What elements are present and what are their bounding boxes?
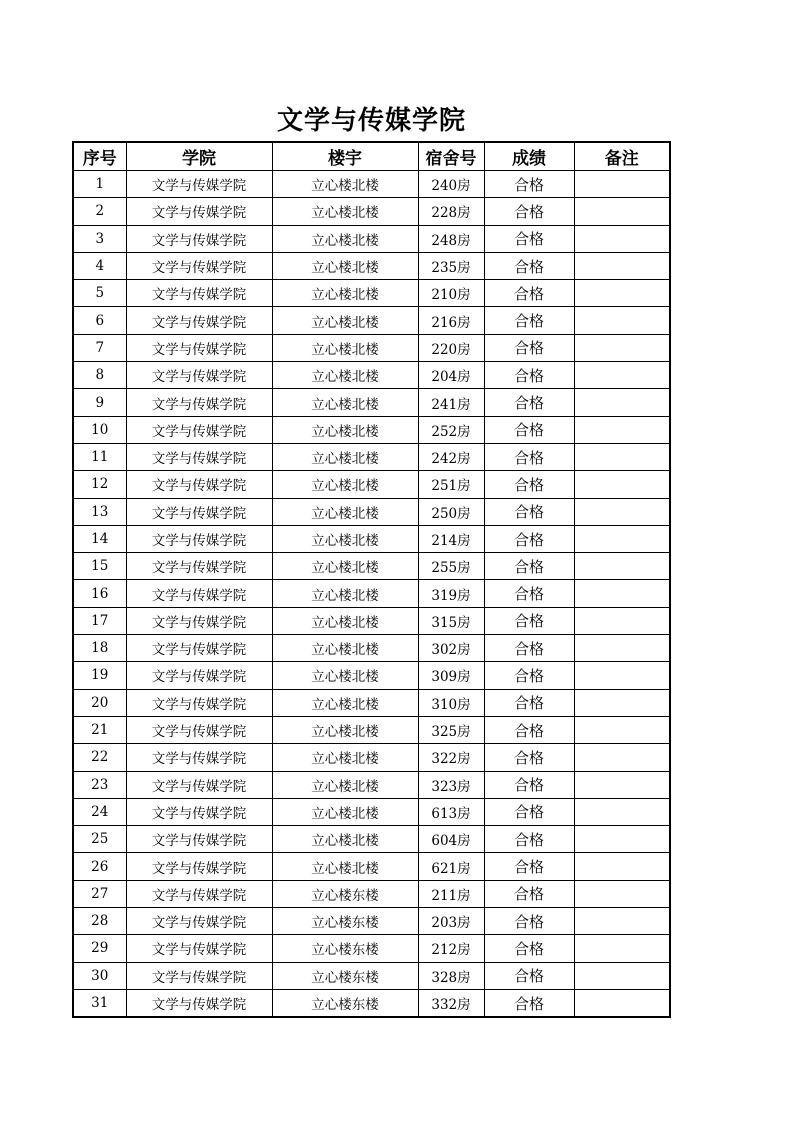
cell-room: 322房 xyxy=(418,744,484,771)
cell-room: 328房 xyxy=(418,962,484,989)
cell-college: 文学与传媒学院 xyxy=(126,198,272,225)
cell-college: 文学与传媒学院 xyxy=(126,607,272,634)
cell-grade: 合格 xyxy=(484,635,574,662)
cell-college: 文学与传媒学院 xyxy=(126,880,272,907)
cell-college: 文学与传媒学院 xyxy=(126,553,272,580)
cell-note xyxy=(574,798,670,825)
cell-no: 14 xyxy=(73,525,126,552)
cell-no: 13 xyxy=(73,498,126,525)
cell-grade: 合格 xyxy=(484,307,574,334)
cell-note xyxy=(574,443,670,470)
cell-room: 242房 xyxy=(418,443,484,470)
cell-grade: 合格 xyxy=(484,989,574,1017)
cell-room: 319房 xyxy=(418,580,484,607)
cell-building: 立心楼北楼 xyxy=(272,744,418,771)
cell-room: 203房 xyxy=(418,908,484,935)
table-row xyxy=(73,798,670,825)
cell-note xyxy=(574,989,670,1017)
cell-grade: 合格 xyxy=(484,389,574,416)
cell-college: 文学与传媒学院 xyxy=(126,252,272,279)
cell-no: 20 xyxy=(73,689,126,716)
cell-grade: 合格 xyxy=(484,225,574,252)
cell-no: 7 xyxy=(73,334,126,361)
cell-building: 立心楼北楼 xyxy=(272,389,418,416)
cell-note xyxy=(574,553,670,580)
cell-no: 11 xyxy=(73,443,126,470)
header-building: 楼宇 xyxy=(272,142,418,171)
cell-college: 文学与传媒学院 xyxy=(126,962,272,989)
cell-no: 17 xyxy=(73,607,126,634)
cell-grade: 合格 xyxy=(484,689,574,716)
table-row xyxy=(73,362,670,389)
table-body xyxy=(73,171,670,1018)
cell-building: 立心楼北楼 xyxy=(272,580,418,607)
cell-note xyxy=(574,416,670,443)
table-row xyxy=(73,443,670,470)
cell-grade: 合格 xyxy=(484,744,574,771)
table-row xyxy=(73,580,670,607)
cell-building: 立心楼北楼 xyxy=(272,798,418,825)
cell-grade: 合格 xyxy=(484,962,574,989)
dormitory-table xyxy=(72,141,671,1018)
cell-grade: 合格 xyxy=(484,334,574,361)
cell-note xyxy=(574,607,670,634)
cell-building: 立心楼北楼 xyxy=(272,498,418,525)
cell-no: 9 xyxy=(73,389,126,416)
header-no: 序号 xyxy=(73,142,126,171)
cell-grade: 合格 xyxy=(484,362,574,389)
cell-grade: 合格 xyxy=(484,716,574,743)
cell-note xyxy=(574,225,670,252)
cell-note xyxy=(574,252,670,279)
header-grade: 成绩 xyxy=(484,142,574,171)
table-row xyxy=(73,525,670,552)
cell-building: 立心楼东楼 xyxy=(272,989,418,1017)
cell-room: 332房 xyxy=(418,989,484,1017)
cell-grade: 合格 xyxy=(484,580,574,607)
cell-building: 立心楼北楼 xyxy=(272,471,418,498)
table-row xyxy=(73,280,670,307)
cell-room: 204房 xyxy=(418,362,484,389)
table-row xyxy=(73,826,670,853)
cell-room: 248房 xyxy=(418,225,484,252)
cell-no: 16 xyxy=(73,580,126,607)
cell-note xyxy=(574,716,670,743)
cell-college: 文学与传媒学院 xyxy=(126,498,272,525)
cell-room: 210房 xyxy=(418,280,484,307)
cell-grade: 合格 xyxy=(484,771,574,798)
table-row xyxy=(73,307,670,334)
table-row xyxy=(73,198,670,225)
cell-room: 315房 xyxy=(418,607,484,634)
cell-college: 文学与传媒学院 xyxy=(126,908,272,935)
table-row xyxy=(73,853,670,880)
cell-note xyxy=(574,771,670,798)
cell-building: 立心楼北楼 xyxy=(272,307,418,334)
cell-room: 252房 xyxy=(418,416,484,443)
table-row xyxy=(73,498,670,525)
cell-room: 228房 xyxy=(418,198,484,225)
cell-college: 文学与传媒学院 xyxy=(126,334,272,361)
cell-no: 21 xyxy=(73,716,126,743)
cell-college: 文学与传媒学院 xyxy=(126,935,272,962)
cell-note xyxy=(574,362,670,389)
table-row xyxy=(73,635,670,662)
cell-room: 240房 xyxy=(418,171,484,198)
cell-note xyxy=(574,280,670,307)
cell-note xyxy=(574,198,670,225)
cell-grade: 合格 xyxy=(484,471,574,498)
cell-room: 309房 xyxy=(418,662,484,689)
table-row xyxy=(73,252,670,279)
cell-note xyxy=(574,580,670,607)
cell-note xyxy=(574,826,670,853)
table-row xyxy=(73,471,670,498)
cell-no: 3 xyxy=(73,225,126,252)
table-row xyxy=(73,744,670,771)
cell-building: 立心楼北楼 xyxy=(272,689,418,716)
cell-note xyxy=(574,389,670,416)
cell-building: 立心楼北楼 xyxy=(272,171,418,198)
cell-college: 文学与传媒学院 xyxy=(126,853,272,880)
cell-room: 302房 xyxy=(418,635,484,662)
cell-no: 5 xyxy=(73,280,126,307)
cell-no: 27 xyxy=(73,880,126,907)
cell-grade: 合格 xyxy=(484,553,574,580)
table-row xyxy=(73,171,670,198)
cell-note xyxy=(574,471,670,498)
cell-no: 22 xyxy=(73,744,126,771)
table-row xyxy=(73,962,670,989)
cell-building: 立心楼北楼 xyxy=(272,716,418,743)
cell-college: 文学与传媒学院 xyxy=(126,744,272,771)
cell-no: 6 xyxy=(73,307,126,334)
cell-note xyxy=(574,525,670,552)
cell-grade: 合格 xyxy=(484,880,574,907)
cell-grade: 合格 xyxy=(484,826,574,853)
cell-grade: 合格 xyxy=(484,798,574,825)
cell-college: 文学与传媒学院 xyxy=(126,716,272,743)
cell-room: 235房 xyxy=(418,252,484,279)
cell-grade: 合格 xyxy=(484,252,574,279)
cell-room: 604房 xyxy=(418,826,484,853)
cell-building: 立心楼北楼 xyxy=(272,198,418,225)
cell-building: 立心楼北楼 xyxy=(272,416,418,443)
cell-room: 613房 xyxy=(418,798,484,825)
cell-building: 立心楼东楼 xyxy=(272,880,418,907)
cell-room: 211房 xyxy=(418,880,484,907)
cell-college: 文学与传媒学院 xyxy=(126,826,272,853)
cell-grade: 合格 xyxy=(484,607,574,634)
header-college: 学院 xyxy=(126,142,272,171)
cell-no: 12 xyxy=(73,471,126,498)
header-room: 宿舍号 xyxy=(418,142,484,171)
cell-building: 立心楼北楼 xyxy=(272,853,418,880)
header-note: 备注 xyxy=(574,142,670,171)
cell-college: 文学与传媒学院 xyxy=(126,525,272,552)
cell-note xyxy=(574,962,670,989)
cell-no: 25 xyxy=(73,826,126,853)
cell-no: 8 xyxy=(73,362,126,389)
cell-college: 文学与传媒学院 xyxy=(126,662,272,689)
cell-no: 23 xyxy=(73,771,126,798)
cell-note xyxy=(574,689,670,716)
cell-no: 18 xyxy=(73,635,126,662)
cell-grade: 合格 xyxy=(484,280,574,307)
cell-building: 立心楼东楼 xyxy=(272,908,418,935)
cell-college: 文学与传媒学院 xyxy=(126,280,272,307)
cell-building: 立心楼北楼 xyxy=(272,662,418,689)
cell-college: 文学与传媒学院 xyxy=(126,471,272,498)
cell-college: 文学与传媒学院 xyxy=(126,798,272,825)
cell-note xyxy=(574,307,670,334)
table-row xyxy=(73,908,670,935)
cell-no: 26 xyxy=(73,853,126,880)
cell-note xyxy=(574,635,670,662)
cell-building: 立心楼北楼 xyxy=(272,225,418,252)
cell-room: 310房 xyxy=(418,689,484,716)
cell-college: 文学与传媒学院 xyxy=(126,635,272,662)
cell-college: 文学与传媒学院 xyxy=(126,362,272,389)
cell-college: 文学与传媒学院 xyxy=(126,171,272,198)
cell-college: 文学与传媒学院 xyxy=(126,225,272,252)
cell-no: 19 xyxy=(73,662,126,689)
cell-no: 31 xyxy=(73,989,126,1017)
cell-building: 立心楼北楼 xyxy=(272,362,418,389)
cell-no: 28 xyxy=(73,908,126,935)
cell-grade: 合格 xyxy=(484,498,574,525)
cell-college: 文学与传媒学院 xyxy=(126,689,272,716)
table-row xyxy=(73,416,670,443)
cell-no: 2 xyxy=(73,198,126,225)
cell-room: 241房 xyxy=(418,389,484,416)
cell-grade: 合格 xyxy=(484,853,574,880)
cell-no: 30 xyxy=(73,962,126,989)
cell-building: 立心楼北楼 xyxy=(272,525,418,552)
cell-note xyxy=(574,662,670,689)
cell-grade: 合格 xyxy=(484,908,574,935)
cell-room: 214房 xyxy=(418,525,484,552)
cell-building: 立心楼北楼 xyxy=(272,771,418,798)
cell-room: 216房 xyxy=(418,307,484,334)
cell-no: 15 xyxy=(73,553,126,580)
cell-grade: 合格 xyxy=(484,171,574,198)
cell-room: 255房 xyxy=(418,553,484,580)
cell-grade: 合格 xyxy=(484,443,574,470)
cell-college: 文学与传媒学院 xyxy=(126,771,272,798)
table-row xyxy=(73,225,670,252)
cell-note xyxy=(574,935,670,962)
cell-room: 251房 xyxy=(418,471,484,498)
cell-no: 29 xyxy=(73,935,126,962)
cell-grade: 合格 xyxy=(484,198,574,225)
cell-building: 立心楼北楼 xyxy=(272,252,418,279)
cell-building: 立心楼北楼 xyxy=(272,280,418,307)
table-row xyxy=(73,553,670,580)
cell-room: 323房 xyxy=(418,771,484,798)
cell-note xyxy=(574,334,670,361)
cell-note xyxy=(574,171,670,198)
table-row xyxy=(73,334,670,361)
cell-college: 文学与传媒学院 xyxy=(126,443,272,470)
cell-college: 文学与传媒学院 xyxy=(126,416,272,443)
cell-note xyxy=(574,880,670,907)
cell-building: 立心楼东楼 xyxy=(272,935,418,962)
cell-room: 621房 xyxy=(418,853,484,880)
cell-college: 文学与传媒学院 xyxy=(126,989,272,1017)
table-row xyxy=(73,662,670,689)
cell-room: 212房 xyxy=(418,935,484,962)
table-row xyxy=(73,607,670,634)
table-row xyxy=(73,935,670,962)
cell-grade: 合格 xyxy=(484,525,574,552)
cell-building: 立心楼北楼 xyxy=(272,334,418,361)
cell-grade: 合格 xyxy=(484,416,574,443)
cell-building: 立心楼东楼 xyxy=(272,962,418,989)
cell-note xyxy=(574,908,670,935)
cell-building: 立心楼北楼 xyxy=(272,826,418,853)
cell-college: 文学与传媒学院 xyxy=(126,307,272,334)
cell-college: 文学与传媒学院 xyxy=(126,389,272,416)
cell-room: 325房 xyxy=(418,716,484,743)
cell-grade: 合格 xyxy=(484,935,574,962)
page-title: 文学与传媒学院 xyxy=(276,106,466,136)
cell-no: 10 xyxy=(73,416,126,443)
cell-building: 立心楼北楼 xyxy=(272,553,418,580)
cell-building: 立心楼北楼 xyxy=(272,443,418,470)
cell-note xyxy=(574,744,670,771)
cell-note xyxy=(574,498,670,525)
cell-note xyxy=(574,853,670,880)
cell-building: 立心楼北楼 xyxy=(272,635,418,662)
table-row xyxy=(73,389,670,416)
cell-building: 立心楼北楼 xyxy=(272,607,418,634)
cell-no: 24 xyxy=(73,798,126,825)
cell-grade: 合格 xyxy=(484,662,574,689)
table-row xyxy=(73,989,670,1017)
cell-no: 4 xyxy=(73,252,126,279)
table-row xyxy=(73,771,670,798)
cell-no: 1 xyxy=(73,171,126,198)
table-row xyxy=(73,880,670,907)
cell-college: 文学与传媒学院 xyxy=(126,580,272,607)
cell-room: 220房 xyxy=(418,334,484,361)
table-row xyxy=(73,716,670,743)
table-row xyxy=(73,689,670,716)
cell-room: 250房 xyxy=(418,498,484,525)
header-row xyxy=(73,142,670,171)
